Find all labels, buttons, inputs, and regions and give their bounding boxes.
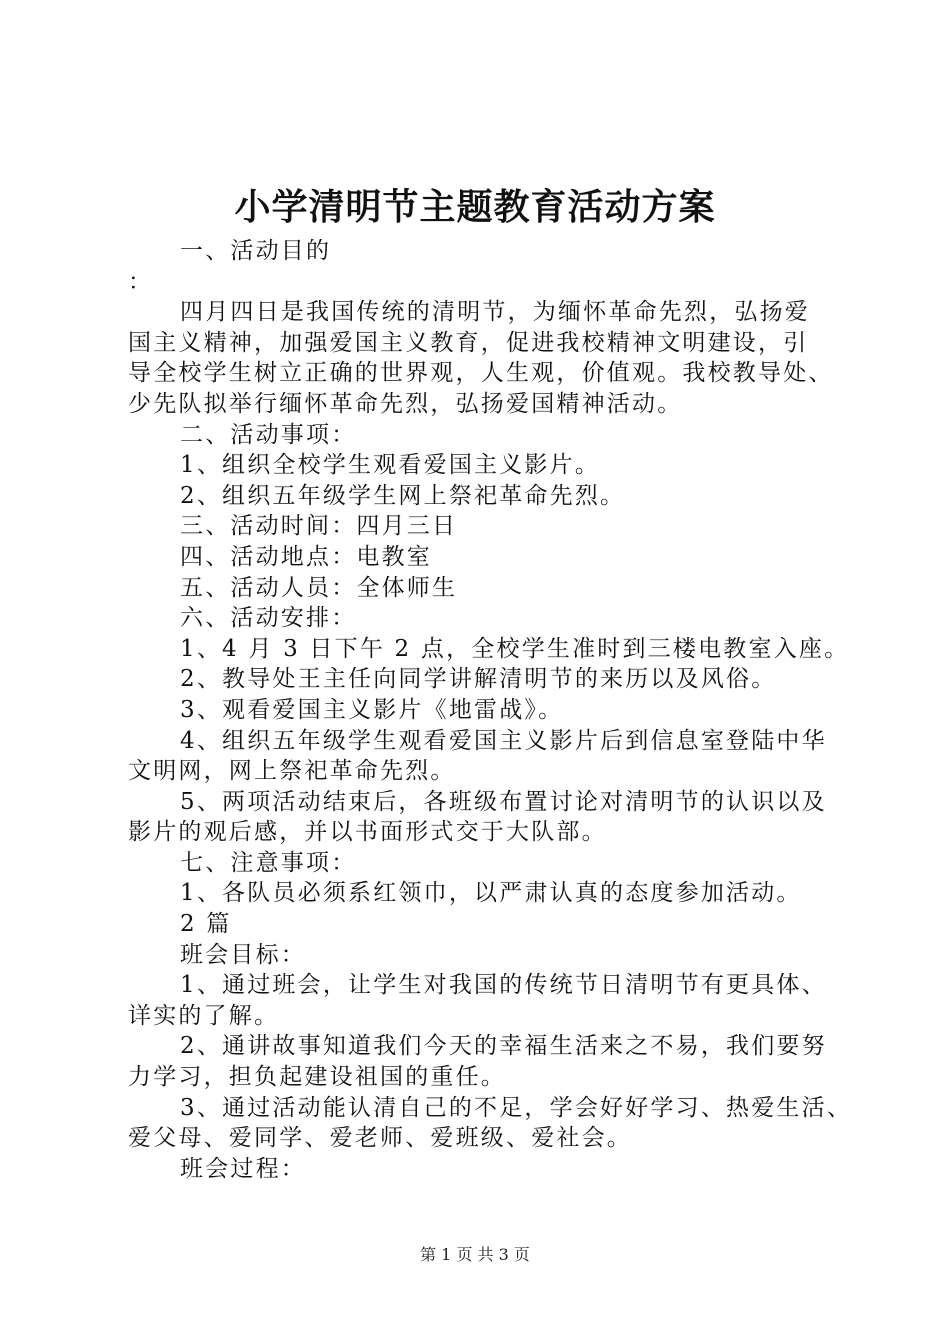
text-line: 1、通过班会，让学生对我国的传统节日清明节有更具体、: [180, 972, 827, 999]
text-line: 2、组织五年级学生网上祭祀革命先烈。: [180, 482, 626, 509]
text-line: 4、组织五年级学生观看爱国主义影片后到信息室登陆中华: [180, 727, 827, 754]
text-line: 1、组织全校学生观看爱国主义影片。: [180, 452, 601, 479]
text-line: 3、通过活动能认清自己的不足，学会好好学习、热爱生活、: [180, 1094, 853, 1121]
page-footer: 第 1 页 共 3 页: [420, 1245, 530, 1264]
text-line: 国主义精神，加强爱国主义教育，促进我校精神文明建设，引: [128, 329, 809, 356]
text-line: 1、各队员必须系红领巾，以严肃认真的态度参加活动。: [180, 880, 802, 907]
text-line: 力学习，担负起建设祖国的重任。: [128, 1064, 506, 1091]
text-line: 1、4 月 3 日下午 2 点，全校学生准时到三楼电教室入座。: [180, 635, 850, 662]
text-line: 5、两项活动结束后，各班级布置讨论对清明节的认识以及: [180, 788, 827, 815]
text-line: 少先队拟举行缅怀革命先烈，弘扬爱国精神活动。: [128, 390, 683, 417]
text-line: 班会目标：: [180, 941, 306, 968]
text-line: 2、教导处王主任向同学讲解清明节的来历以及风俗。: [180, 666, 777, 693]
document-body: [128, 236, 853, 1184]
text-line: 一、活动目的: [180, 238, 332, 264]
text-line: 2 篇: [180, 911, 232, 938]
text-line: 3、观看爱国主义影片《地雷战》。: [180, 696, 564, 723]
text-line: 四月四日是我国传统的清明节，为缅怀革命先烈，弘扬爱: [180, 299, 810, 326]
document-title: 小学清明节主题教育活动方案: [234, 187, 716, 228]
text-line: 二、活动事项：: [180, 421, 357, 448]
text-line: 六、活动安排：: [180, 605, 357, 632]
text-line: 四、活动地点：电教室: [180, 543, 432, 570]
text-line: 班会过程：: [180, 1155, 306, 1182]
text-line: 2、通讲故事知道我们今天的幸福生活来之不易，我们要努: [180, 1033, 827, 1060]
text-line: 五、活动人员：全体师生: [180, 574, 458, 601]
text-line: ：: [128, 268, 154, 295]
text-line: 导全校学生树立正确的世界观，人生观，价值观。我校教导处、: [128, 360, 834, 387]
text-line: 详实的了解。: [128, 1002, 280, 1029]
text-line: 三、活动时间：四月三日: [180, 513, 458, 540]
text-line: 七、注意事项：: [180, 849, 357, 876]
text-line: 爱父母、爱同学、爱老师、爱班级、爱社会。: [128, 1125, 632, 1152]
text-line: 影片的观后感，并以书面形式交于大队部。: [128, 819, 607, 846]
text-line: 文明网，网上祭祀革命先烈。: [128, 758, 456, 785]
